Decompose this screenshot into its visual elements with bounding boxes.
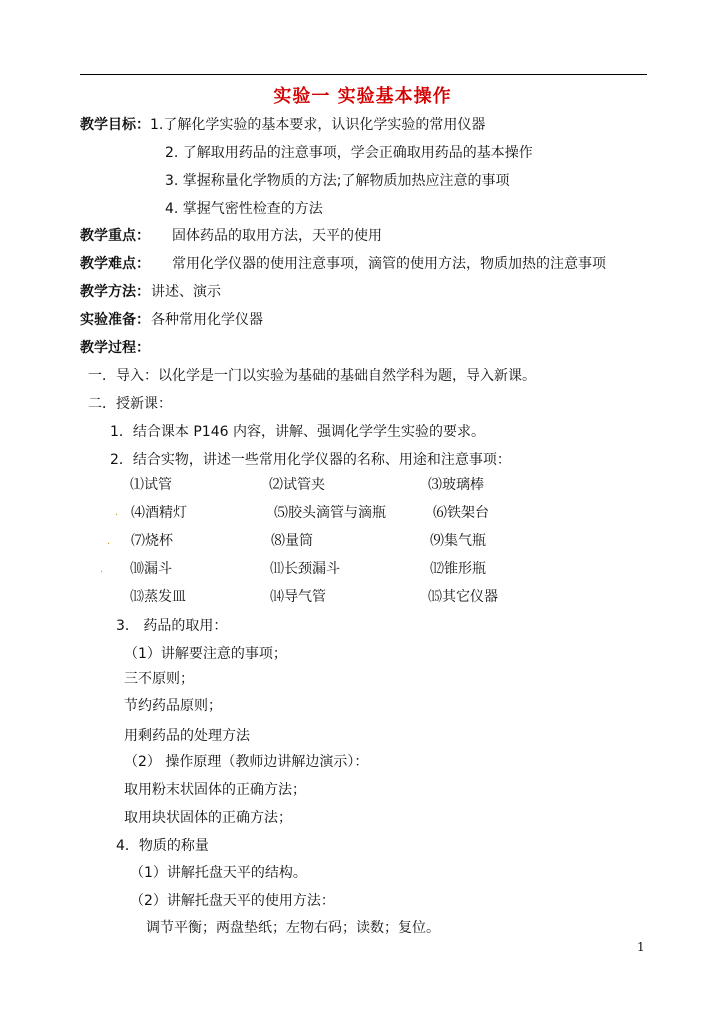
process-line-3: 1．结合课本 P146 内容，讲解、强调化学学生实验的要求。 <box>110 424 485 440</box>
instrument-item: ⑸胶头滴管与滴瓶 <box>274 505 386 521</box>
section3-line: （2） 操作原理（教师边讲解边演示）： <box>124 754 369 770</box>
bullet-dot: . <box>100 564 104 575</box>
process-line-1: 一．导入：以化学是一门以实验为基础的基础自然学科为题，导入新课。 <box>88 368 536 384</box>
instrument-item: ⑾长颈漏斗 <box>270 561 340 577</box>
instrument-item: ⑽漏斗 <box>130 561 172 577</box>
instrument-item: ⒀蒸发皿 <box>130 589 186 605</box>
instrument-item: ⑺烧杯 <box>131 533 173 549</box>
difficulty-text: 常用化学仪器的使用注意事项，滴管的使用方法，物质加热的注意事项 <box>172 256 606 272</box>
section4-line: （2）讲解托盘天平的使用方法： <box>130 893 335 909</box>
focus-label: 教学重点： <box>80 228 150 244</box>
section3-line: 节约药品原则； <box>124 698 222 714</box>
page-number: 1 <box>637 940 645 954</box>
process-line-4: 2．结合实物，讲述一些常用化学仪器的名称、用途和注意事项： <box>110 452 511 468</box>
goal-item-3: 3. 掌握称量化学物质的方法;了解物质加热应注意的事项 <box>165 173 510 189</box>
prep-text: 各种常用化学仪器 <box>151 312 263 328</box>
instrument-item: ⑷酒精灯 <box>131 505 187 521</box>
process-label: 教学过程： <box>80 340 150 356</box>
instrument-item: ⑵试管夹 <box>269 477 325 493</box>
header-rule <box>80 74 647 75</box>
process-line-2: 二．授新课： <box>88 396 172 412</box>
section3-line: 取用粉末状固体的正确方法； <box>124 782 306 798</box>
difficulty-label: 教学难点： <box>80 256 150 272</box>
page-title: 实验一 实验基本操作 <box>273 86 452 107</box>
section4-line: 调节平衡；两盘垫纸；左物右码；读数；复位。 <box>146 920 440 936</box>
focus-text: 固体药品的取用方法，天平的使用 <box>172 228 382 244</box>
prep-label: 实验准备： <box>80 312 150 328</box>
goal-item-1: 1.了解化学实验的基本要求，认识化学实验的常用仪器 <box>150 117 486 133</box>
instrument-item: ⒂其它仪器 <box>428 589 498 605</box>
instrument-item: ⑴试管 <box>130 477 172 493</box>
instrument-item: ⒁导气管 <box>270 589 326 605</box>
goal-item-4: 4. 掌握气密性检查的方法 <box>165 201 323 217</box>
instrument-item: ⑹铁架台 <box>433 505 489 521</box>
instrument-item: ⑿锥形瓶 <box>430 561 486 577</box>
section3-line: 用剩药品的处理方法 <box>124 728 250 744</box>
section3-line: 三不原则； <box>124 671 194 687</box>
section3-line: （1）讲解要注意的事项； <box>124 646 287 662</box>
section3-heading: 3． 药品的取用： <box>116 618 228 634</box>
instrument-item: ⑼集气瓶 <box>430 533 486 549</box>
section3-line: 取用块状固体的正确方法； <box>124 810 292 826</box>
instrument-item: ⑻量筒 <box>271 533 313 549</box>
bullet-dot: . <box>107 536 111 547</box>
section4-line: （1）讲解托盘天平的结构。 <box>130 865 307 881</box>
section4-heading: 4．物质的称量 <box>116 838 209 854</box>
method-text: 讲述、演示 <box>151 284 221 300</box>
goal-item-2: 2. 了解取用药品的注意事项，学会正确取用药品的基本操作 <box>165 145 533 161</box>
goals-label: 教学目标： <box>80 117 150 133</box>
method-label: 教学方法： <box>80 284 150 300</box>
instrument-item: ⑶玻璃棒 <box>428 477 484 493</box>
bullet-dot: . <box>115 507 119 518</box>
